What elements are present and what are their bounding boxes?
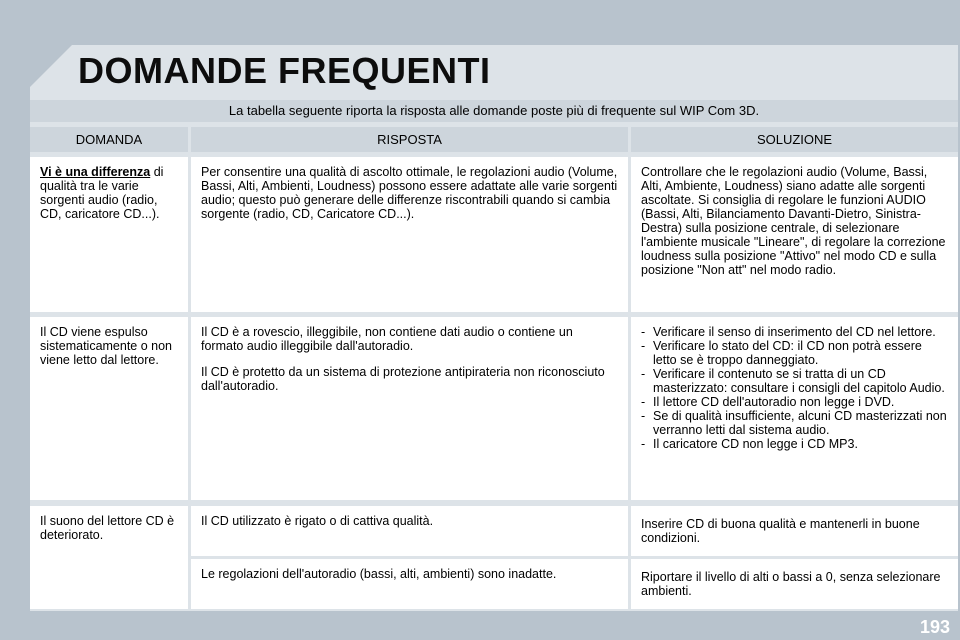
row3-answer-1 [191,506,628,556]
intro-text: La tabella seguente riporta la risposta alle domande poste più di frequente sul WIP Com 3D. [228,103,760,118]
list-item: - Il lettore CD dell'autoradio non legge i DVD. [641,395,948,409]
row3-solution-2 [631,559,958,609]
header-solution: SOLUZIONE [631,127,958,152]
list-item: - Il caricatore CD non legge i CD MP3. [641,437,948,451]
row2-solution-list [641,325,948,451]
row2-answer [191,317,628,500]
list-item: - Verificare il senso di inserimento del CD nel lettore. [641,325,948,339]
row1-solution-text: Controllare che le regolazioni audio (Volume, Bassi, Alti, Ambiente, Loudness) siano adatte alle sorgenti ascoltate. Si consiglia di regolare le funzioni AUDIO (Bassi, Alti, Bilanciamento Davanti-Dietro, Sinistra-Destra) sulla posizione centrale, di selezionare l'ambiente musicale "Lineare", di regolare la correzione loudness sulla posizione "Attivo" nel modo CD e sulla posizione "Non att" nel modo radio. [641,165,946,277]
row1-question-bold: Vi è una differenza [40,165,151,179]
row1-question [30,157,188,312]
row3-solution-text-2: Riportare il livello di alti o bassi a 0, senza selezionare ambienti. [641,570,941,598]
page-number: 193 [919,617,950,637]
row1-answer-text: Per consentire una qualità di ascolto ottimale, le regolazioni audio (Volume, Bassi, Alti, Ambienti, Loudness) possono essere adattate alle varie sorgenti audio; questo può generare delle differenze riscontrabili quando si cambia sorgente (radio, CD, Caricatore CD...). [201,165,618,221]
list-item: - Se di qualità insufficiente, alcuni CD masterizzati non verranno letti dal sistema audio. [641,409,948,437]
row3-answer-2 [191,559,628,609]
header-question: DOMANDA [30,127,188,152]
row2-answer-text-2: Il CD è protetto da un sistema di protezione antipirateria non riconosciuto dall'autoradio. [201,365,605,393]
row3-answer-text-1: Il CD utilizzato è rigato o di cattiva qualità. [201,514,434,528]
row2-solution [631,317,958,500]
row3-question [30,506,188,609]
row3-question-text: Il suono del lettore CD è deteriorato. [40,514,175,542]
row1-answer [191,157,628,312]
row3-answer-text-2: Le regolazioni dell'autoradio (bassi, alti, ambienti) sono inadatte. [201,567,557,581]
row1-question-text: di qualità tra le varie sorgenti audio (radio, CD, caricatore CD...). [40,165,164,221]
page-title: DOMANDE FREQUENTI [78,50,491,91]
list-item: - Verificare lo stato del CD: il CD non potrà essere letto se è troppo danneggiato. [641,339,948,367]
list-item: - Verificare il contenuto se si tratta di un CD masterizzato: consultare i consigli del capitolo Audio. [641,367,948,395]
row2-question-text: Il CD viene espulso sistematicamente o non viene letto dal lettore. [40,325,173,367]
row2-question [30,317,188,500]
row3-solution-text-1: Inserire CD di buona qualità e mantenerli in buone condizioni. [641,517,920,545]
header-answer: RISPOSTA [191,127,628,152]
row2-answer-text-1: Il CD è a rovescio, illeggibile, non contiene dati audio o contiene un formato audio illeggibile dall'autoradio. [201,325,573,353]
row3-solution-1 [631,506,958,556]
row1-solution [631,157,958,312]
